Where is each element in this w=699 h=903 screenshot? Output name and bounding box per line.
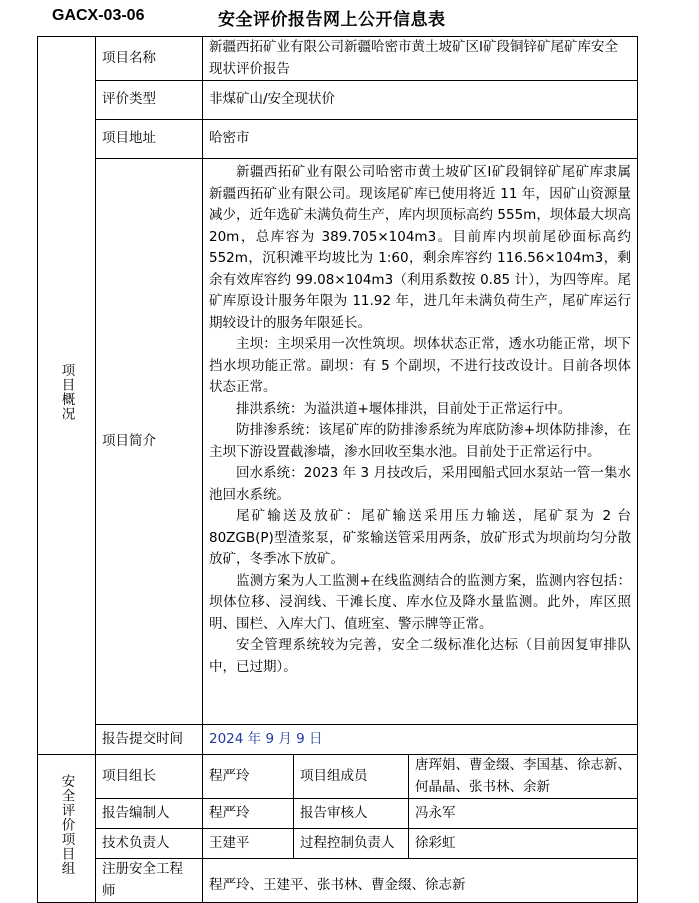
summary-value	[203, 159, 638, 725]
document-header	[0, 0, 699, 36]
row-engineers	[38, 859, 638, 903]
members-value: 唐珲娟、曹金缀、李国基、徐志新、何晶晶、张书林、余新	[409, 755, 638, 799]
submit-date: 2024 年 9 月 9 日	[209, 730, 323, 747]
leader-value: 程严玲	[203, 755, 294, 799]
document-title: 安全评价报告网上公开信息表	[218, 10, 446, 30]
row-eval-type	[38, 81, 638, 120]
project-name-value: 新疆西拓矿业有限公司新疆哈密市黄土坡矿区Ⅰ矿段铜锌矿尾矿库安全现状评价报告	[203, 37, 638, 81]
row-leader	[38, 755, 638, 799]
summary-paragraph: 防排渗系统：该尾矿库的防排渗系统为库底防渗+坝体防排渗，在主坝下游设置截渗墙，渗水回收至集水池。目前处于正常运行中。	[209, 422, 632, 460]
eval-type-value: 非煤矿山/安全现状价	[203, 81, 638, 120]
section-team-label: 安全评价项目组	[38, 755, 96, 903]
eval-type-label: 评价类型	[96, 81, 203, 120]
summary-paragraph: 主坝：主坝采用一次性筑坝。坝体状态正常，透水功能正常，坝下挡水坝功能正常。副坝：有 5 个副坝，不进行技改设计。目前各坝体状态正常。	[209, 336, 632, 395]
process-lead-label: 过程控制负责人	[294, 829, 409, 859]
row-tech-lead	[38, 829, 638, 859]
process-lead-value: 徐彩虹	[409, 829, 638, 859]
author-label: 报告编制人	[96, 799, 203, 829]
info-table	[37, 36, 638, 903]
reviewer-label: 报告审核人	[294, 799, 409, 829]
engineers-value: 程严玲、王建平、张书林、曹金缀、徐志新	[203, 859, 638, 903]
section-overview-label: 项目概况	[38, 37, 96, 755]
tech-lead-value: 王建平	[203, 829, 294, 859]
summary-label: 项目简介	[96, 159, 203, 725]
engineers-label: 注册安全工程师	[96, 859, 203, 903]
document-code: GACX-03-06	[52, 7, 145, 24]
summary-paragraph: 回水系统：2023 年 3 月技改后，采用囤船式回水泵站一管一集水池回水系统。	[209, 465, 632, 503]
row-project-name	[38, 37, 638, 81]
submit-time-value	[203, 725, 638, 755]
summary-paragraph: 监测方案为人工监测+在线监测结合的监测方案，监测内容包括：坝体位移、浸润线、干滩长度、库水位及降水量监测。此外，库区照明、围栏、入库大门、值班室、警示牌等正常。	[209, 572, 632, 632]
leader-label: 项目组长	[96, 755, 203, 799]
project-name-label: 项目名称	[96, 37, 203, 81]
submit-time-label: 报告提交时间	[96, 725, 203, 755]
address-label: 项目地址	[96, 120, 203, 159]
row-submit-time	[38, 725, 638, 755]
row-summary	[38, 159, 638, 725]
summary-paragraph: 安全管理系统较为完善，安全二级标准化达标（目前因复审排队中，已过期）。	[209, 637, 632, 675]
summary-paragraph: 新疆西拓矿业有限公司哈密市黄土坡矿区Ⅰ矿段铜锌矿尾矿库隶属新疆西拓矿业有限公司。现该尾矿库已使用将近 11 年，因矿山资源量减少，近年选矿未满负荷生产，库内坝顶标高约 555m，坝体最大坝高 20m，总库容为 389.705×104m3。目前库内坝前尾砂面标高约 552m，沉积滩平均坡比为 1:60，剩余库容约 116.56×104m3，剩余有效库容约 99.08×104m3（利用系数按 0.85 计），为四等库。尾矿库原设计服务年限为 11.92 年，进几年未满负荷生产，尾矿库运行期较设计的服务年限延长。	[209, 164, 632, 331]
row-author	[38, 799, 638, 829]
reviewer-value: 冯永军	[409, 799, 638, 829]
address-value: 哈密市	[203, 120, 638, 159]
members-label: 项目组成员	[294, 755, 409, 799]
summary-paragraph: 尾矿输送及放矿：尾矿输送采用压力输送，尾矿泵为 2 台 80ZGB(P)型渣浆泵，矿浆输送管采用两条，放矿形式为坝前均匀分散放矿，冬季冰下放矿。	[209, 508, 632, 567]
author-value: 程严玲	[203, 799, 294, 829]
summary-paragraph: 排洪系统：为溢洪道+堰体排洪，目前处于正常运行中。	[236, 400, 572, 417]
tech-lead-label: 技术负责人	[96, 829, 203, 859]
row-address	[38, 120, 638, 159]
